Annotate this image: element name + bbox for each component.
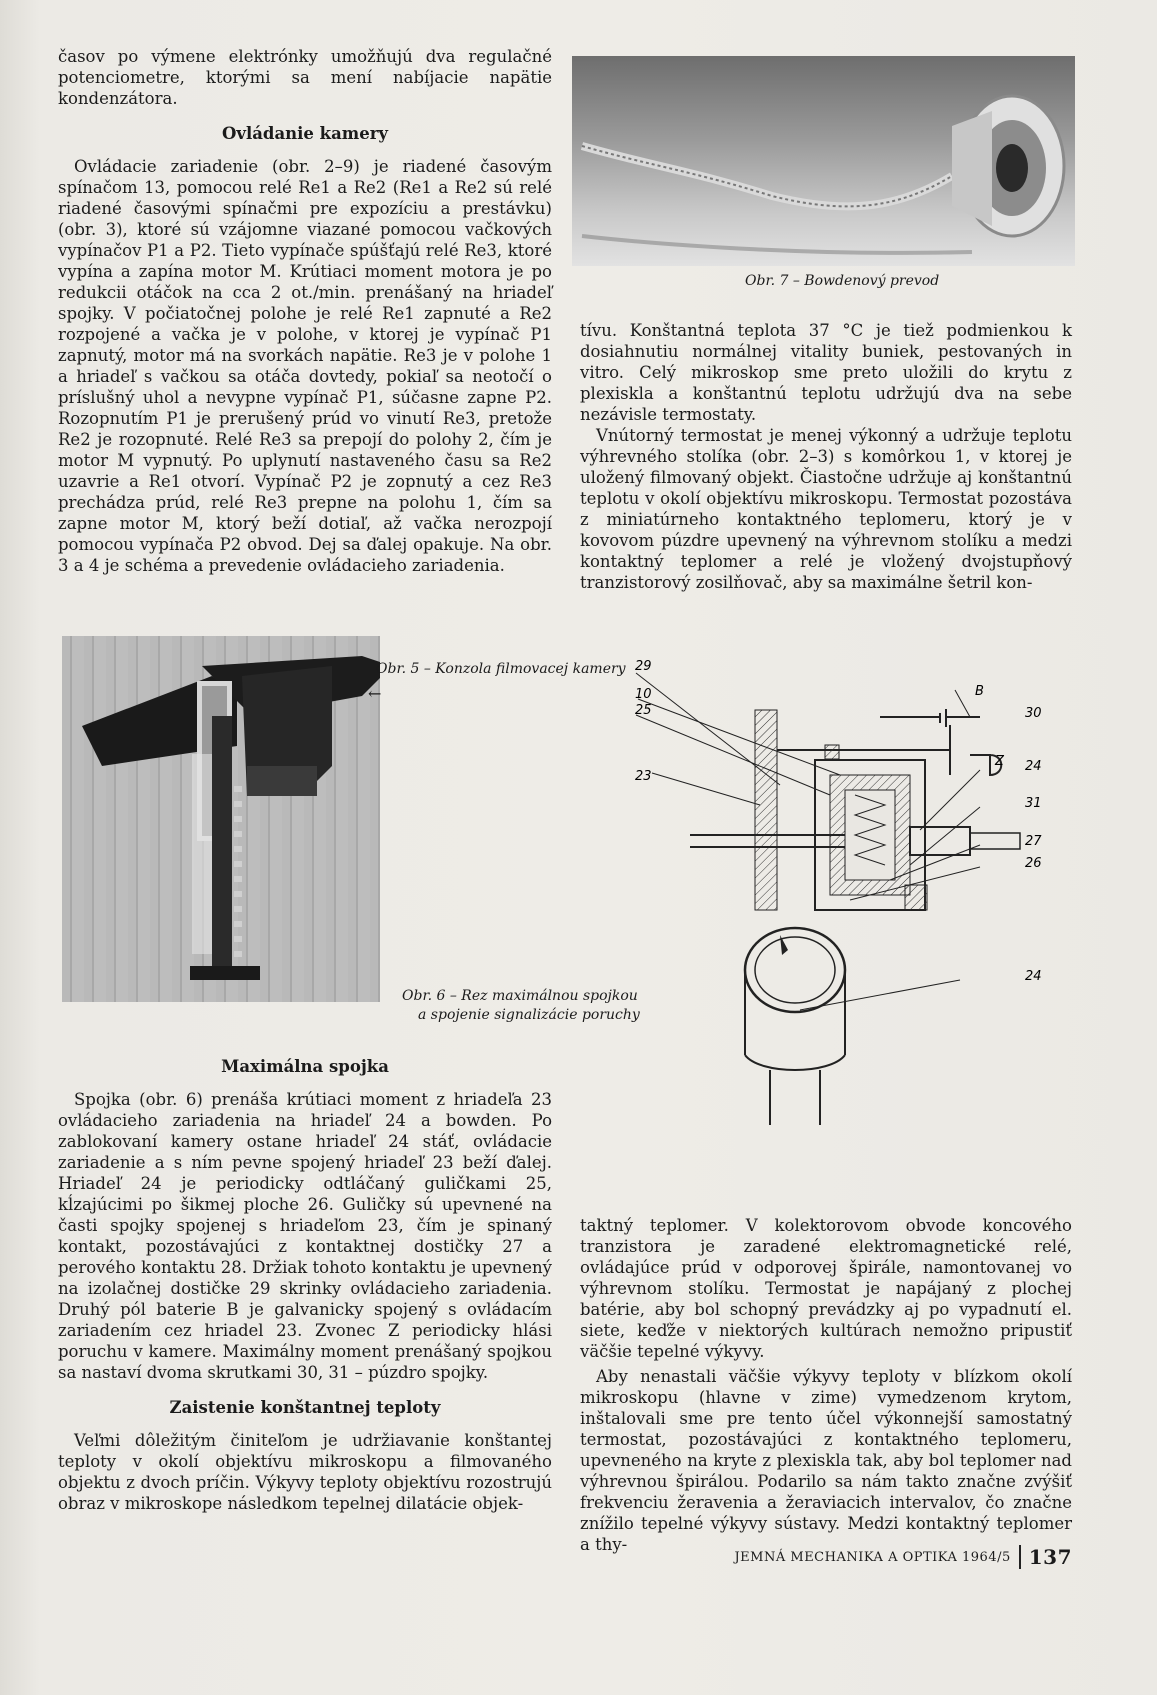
figure-6-caption-line1: Obr. 6 – Rez maximálnou spojkou	[402, 988, 638, 1004]
figure-7-caption: Obr. 7 – Bowdenový prevod	[745, 273, 940, 289]
paragraph-right-4: Aby nenastali väčšie výkyvy teploty v blízkom okolí mikroskopu (hlavne v zime) vymedzenom krytom, inštalovali sme pre tento účel výkonnejší samostatný termostat, pozostávajúci z kontaktného teplomeru, upevneného na kryte z plexiskla tak, aby bol teplomer nad výhrevnou špirálou. Podarilo sa nám takto značne zvýšiť frekvenciu žeravenia a žeraviacich intervalov, čo značne znížilo tepelné výkyvy sústavy. Medzi kontaktný teplomer a thy-	[580, 1367, 1072, 1554]
paragraph-ovladanie: Ovládacie zariadenie (obr. 2–9) je riadené časovým spínačom 13, pomocou relé Re1 a Re2 (Re1 a Re2 sú relé riadené časovými spínačmi pre expozíciu a prestávku) (obr. 3), ktoré sú vzájomne viazané pomocou vačkových vypínačov P1 a P2. Tieto vypínače spúšťajú relé Re3, ktoré vypína a zapína motor M. Krútiaci moment motora je po redukcii otáčok na cca 2 ot./min. prenášaný na hriadeľ spojky. V počiatočnej polohe je relé Re1 zapnuté a Re2 rozpojené a vačka je v polohe, v ktorej je vypínač P1 zapnutý, motor má na svorkách napätie. Re3 je v polohe 1 a hriadeľ s vačkou sa otáča dovtedy, pokiaľ sa neotočí o príslušný uhol a nevypne vypínač P1, súčasne zapne P2. Rozopnutím P1 je prerušený prúd vo vinutí Re3, pretože Re2 je rozopnuté. Relé Re3 sa prepojí do polohy 2, čím je motor M vypnutý. Po uplynutí nastaveného času sa Re2 uzavrie a Re1 otvorí. Vypínač P2 je zopnutý a cez Re3 prechádza prúd, relé Re3 prepne na polohu 1, čím sa zapne motor M, ktorý beží dotiaľ, až vačka nerozpojí pomocou vypínača P2 obvod. Dej sa ďalej opakuje. Na obr. 3 a 4 je schéma a prevedenie ovládacieho zariadenia.	[58, 157, 552, 575]
page-footer	[734, 1545, 1072, 1569]
paragraph-spojka: Spojka (obr. 6) prenáša krútiaci moment z hriadeľa 23 ovládacieho zariadenia na hriadeľ 24 a bowden. Po zablokovaní kamery ostane hriadeľ 24 stáť, ovládacie zariadenie a s ním pevne spojený hriadeľ 23 beží ďalej. Hriadeľ 24 je periodicky odtláčaný guličkami 25, kĺzajúcimi po šikmej ploche 26. Guličky sú upevnené na časti spojky spojenej s hriadeľom 23, čím je spinaný kontakt, pozostávajúci z kontaktnej dostičky 27 a perového kontaktu 28. Držiak tohoto kontaktu je upevnený na izolačnej dostičke 29 skrinky ovládacieho zariadenia. Druhý pól baterie B je galvanicky spojený s ovládacím zariadením cez hriadel 23. Zvonec Z periodicky hlási poruchu v kamere. Maximálny moment prenášaný spojkou sa nastaví dvoma skrutkami 30, 31 – púzdro spojky.	[58, 1090, 552, 1382]
label-23: 23	[635, 769, 652, 784]
paragraph-right-2: Vnútorný termostat je menej výkonný a udržuje teplotu výhrevného stolíka (obr. 2–3) s komôrkou 1, v ktorej je uložený filmovaný objekt. Čiastočne udržuje aj konštantnú teplotu v okolí objektívu mikroskopu. Termostat pozostáva z miniatúrneho kontaktného teplomeru, ktorý je v kovovom púzdre upevnený na výhrevnom stolíku a medzi kontaktný teplomer a relé je vložený dvojstupňový tranzistorový zosilňovač, aby sa maximálne šetril kon-	[580, 426, 1072, 592]
label-B: B	[975, 684, 984, 699]
label-25: 25	[635, 703, 652, 718]
camera-console-illustration	[62, 636, 380, 1002]
figure-5-arrow: ←	[368, 684, 382, 703]
figure-5-photo	[62, 636, 380, 1002]
left-column-bottom	[58, 1050, 552, 1514]
figure-6-diagram	[630, 655, 1060, 1185]
paragraph-right-1: tívu. Konštantná teplota 37 °C je tiež podmienkou k dosiahnutiu normálnej vitality buniek, pestovaných in vitro. Celý mikroskop sme preto uložili do krytu z plexiskla a konštantnú teplotu udržujú dva na sebe nezávisle termostaty.	[580, 321, 1072, 424]
figure-7-photo	[572, 56, 1075, 266]
figure-6-caption-line2: a spojenie signalizácie poruchy	[418, 1007, 640, 1023]
bowden-drive-illustration	[572, 56, 1075, 266]
label-30: 30	[1025, 706, 1042, 721]
label-10: 10	[635, 687, 652, 702]
page-number: 137	[1019, 1545, 1072, 1569]
label-24-bottom: 24	[1025, 969, 1042, 984]
label-29: 29	[635, 659, 652, 674]
label-Z: Z	[995, 754, 1004, 769]
right-column-top	[580, 320, 1072, 593]
heading-maximalna-spojka: Maximálna spojka	[221, 1057, 389, 1076]
intro-paragraph: časov po výmene elektrónky umožňujú dva regulačné potenciometre, ktorými sa mení nabíjacie napätie kondenzátora.	[58, 47, 552, 108]
label-26: 26	[1025, 856, 1042, 871]
label-24-top: 24	[1025, 759, 1042, 774]
journal-name: JEMNÁ MECHANIKA A OPTIKA 1964/5	[734, 1549, 1011, 1565]
left-column-top	[58, 46, 552, 576]
paragraph-right-3: taktný teplomer. V kolektorovom obvode koncového tranzistora je zaradené elektromagnetické relé, ovládajúce prúd v odporovej špirále, namontovanej vo výhrevnom stolíku. Termostat je napájaný z plochej batérie, aby bol schopný prevádzky aj po vypadnutí el. siete, keďže v niektorých kultúrach nemožno pripustiť väčšie tepelné výkyvy.	[580, 1216, 1072, 1361]
figure-5-caption: Obr. 5 – Konzola filmovacej kamery	[376, 661, 626, 677]
label-27: 27	[1025, 834, 1042, 849]
paragraph-teplota: Veľmi dôležitým činiteľom je udržiavanie konštantej teploty v okolí objektívu mikroskopu a filmovaného objektu z dvoch príčin. Výkyvy teploty objektívu rozostrujú obraz v mikroskope následkom tepelnej dilatácie objek-	[58, 1431, 552, 1513]
label-31: 31	[1025, 796, 1042, 811]
right-column-bottom	[580, 1215, 1072, 1555]
heading-ovladanie-kamery: Ovládanie kamery	[221, 124, 388, 143]
heading-zaistenie-teploty: Zaistenie konštantnej teploty	[169, 1398, 441, 1417]
